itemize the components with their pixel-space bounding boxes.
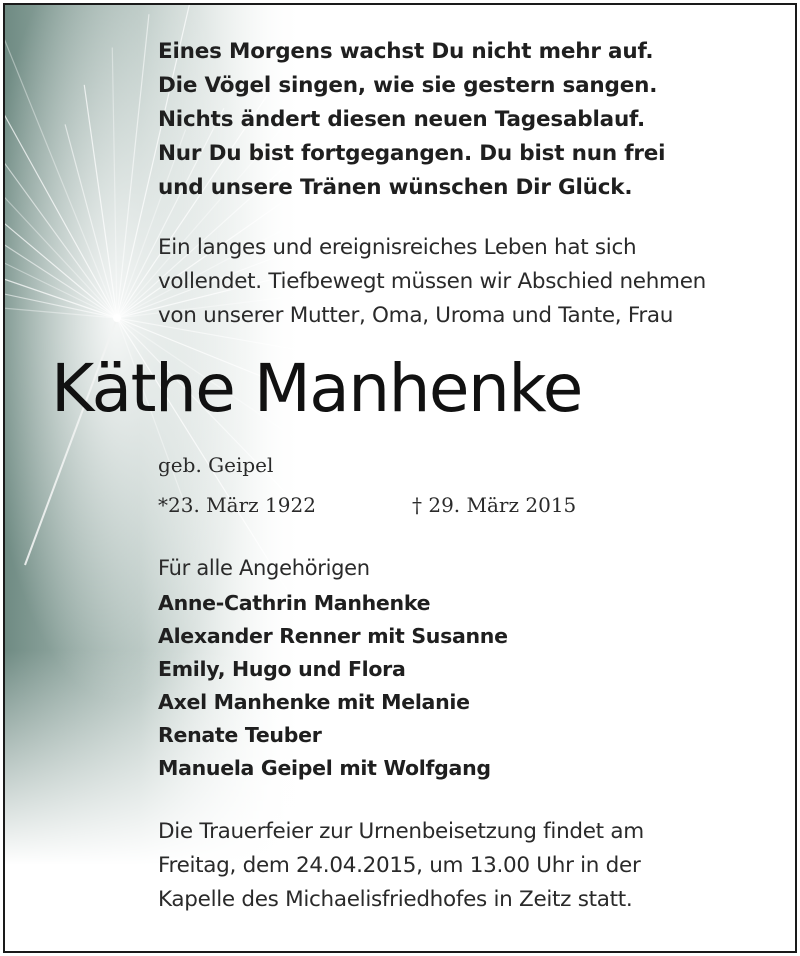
poem-line-4: Nur Du bist fortgegangen. Du bist nun frei (158, 141, 666, 166)
intro-line-3: von unserer Mutter, Oma, Uroma und Tante, Frau (158, 303, 674, 328)
mourner-name: Manuela Geipel mit Wolfgang (158, 756, 491, 780)
poem-line-2: Die Vögel singen, wie sie gestern sangen. (158, 73, 658, 98)
intro-line-1: Ein langes und ereignisreiches Leben hat sich (158, 235, 637, 260)
service-line-2: Freitag, dem 24.04.2015, um 13.00 Uhr in der (158, 853, 641, 878)
intro-line-2: vollendet. Tiefbewegt müssen wir Abschied nehmen (158, 269, 706, 294)
mourner-name: Anne-Cathrin Manhenke (158, 591, 431, 615)
maiden-name: geb. Geipel (158, 453, 274, 477)
mourners-label: Für alle Angehörigen (158, 556, 370, 580)
obituary-notice (3, 3, 797, 953)
mourner-name: Alexander Renner mit Susanne (158, 624, 508, 648)
mourner-name: Renate Teuber (158, 723, 322, 747)
mourner-name: Axel Manhenke mit Melanie (158, 690, 470, 714)
service-line-3: Kapelle des Michaelisfriedhofes in Zeitz statt. (158, 887, 633, 912)
service-line-1: Die Trauerfeier zur Urnenbeisetzung findet am (158, 819, 644, 844)
mourner-name: Emily, Hugo und Flora (158, 657, 406, 681)
poem-line-1: Eines Morgens wachst Du nicht mehr auf. (158, 39, 654, 64)
poem-line-5: und unsere Tränen wünschen Dir Glück. (158, 175, 633, 200)
death-date: † 29. März 2015 (412, 493, 577, 517)
birth-date: *23. März 1922 (158, 493, 316, 517)
poem-line-3: Nichts ändert diesen neuen Tagesablauf. (158, 107, 646, 132)
deceased-name: Käthe Manhenke (51, 350, 582, 427)
